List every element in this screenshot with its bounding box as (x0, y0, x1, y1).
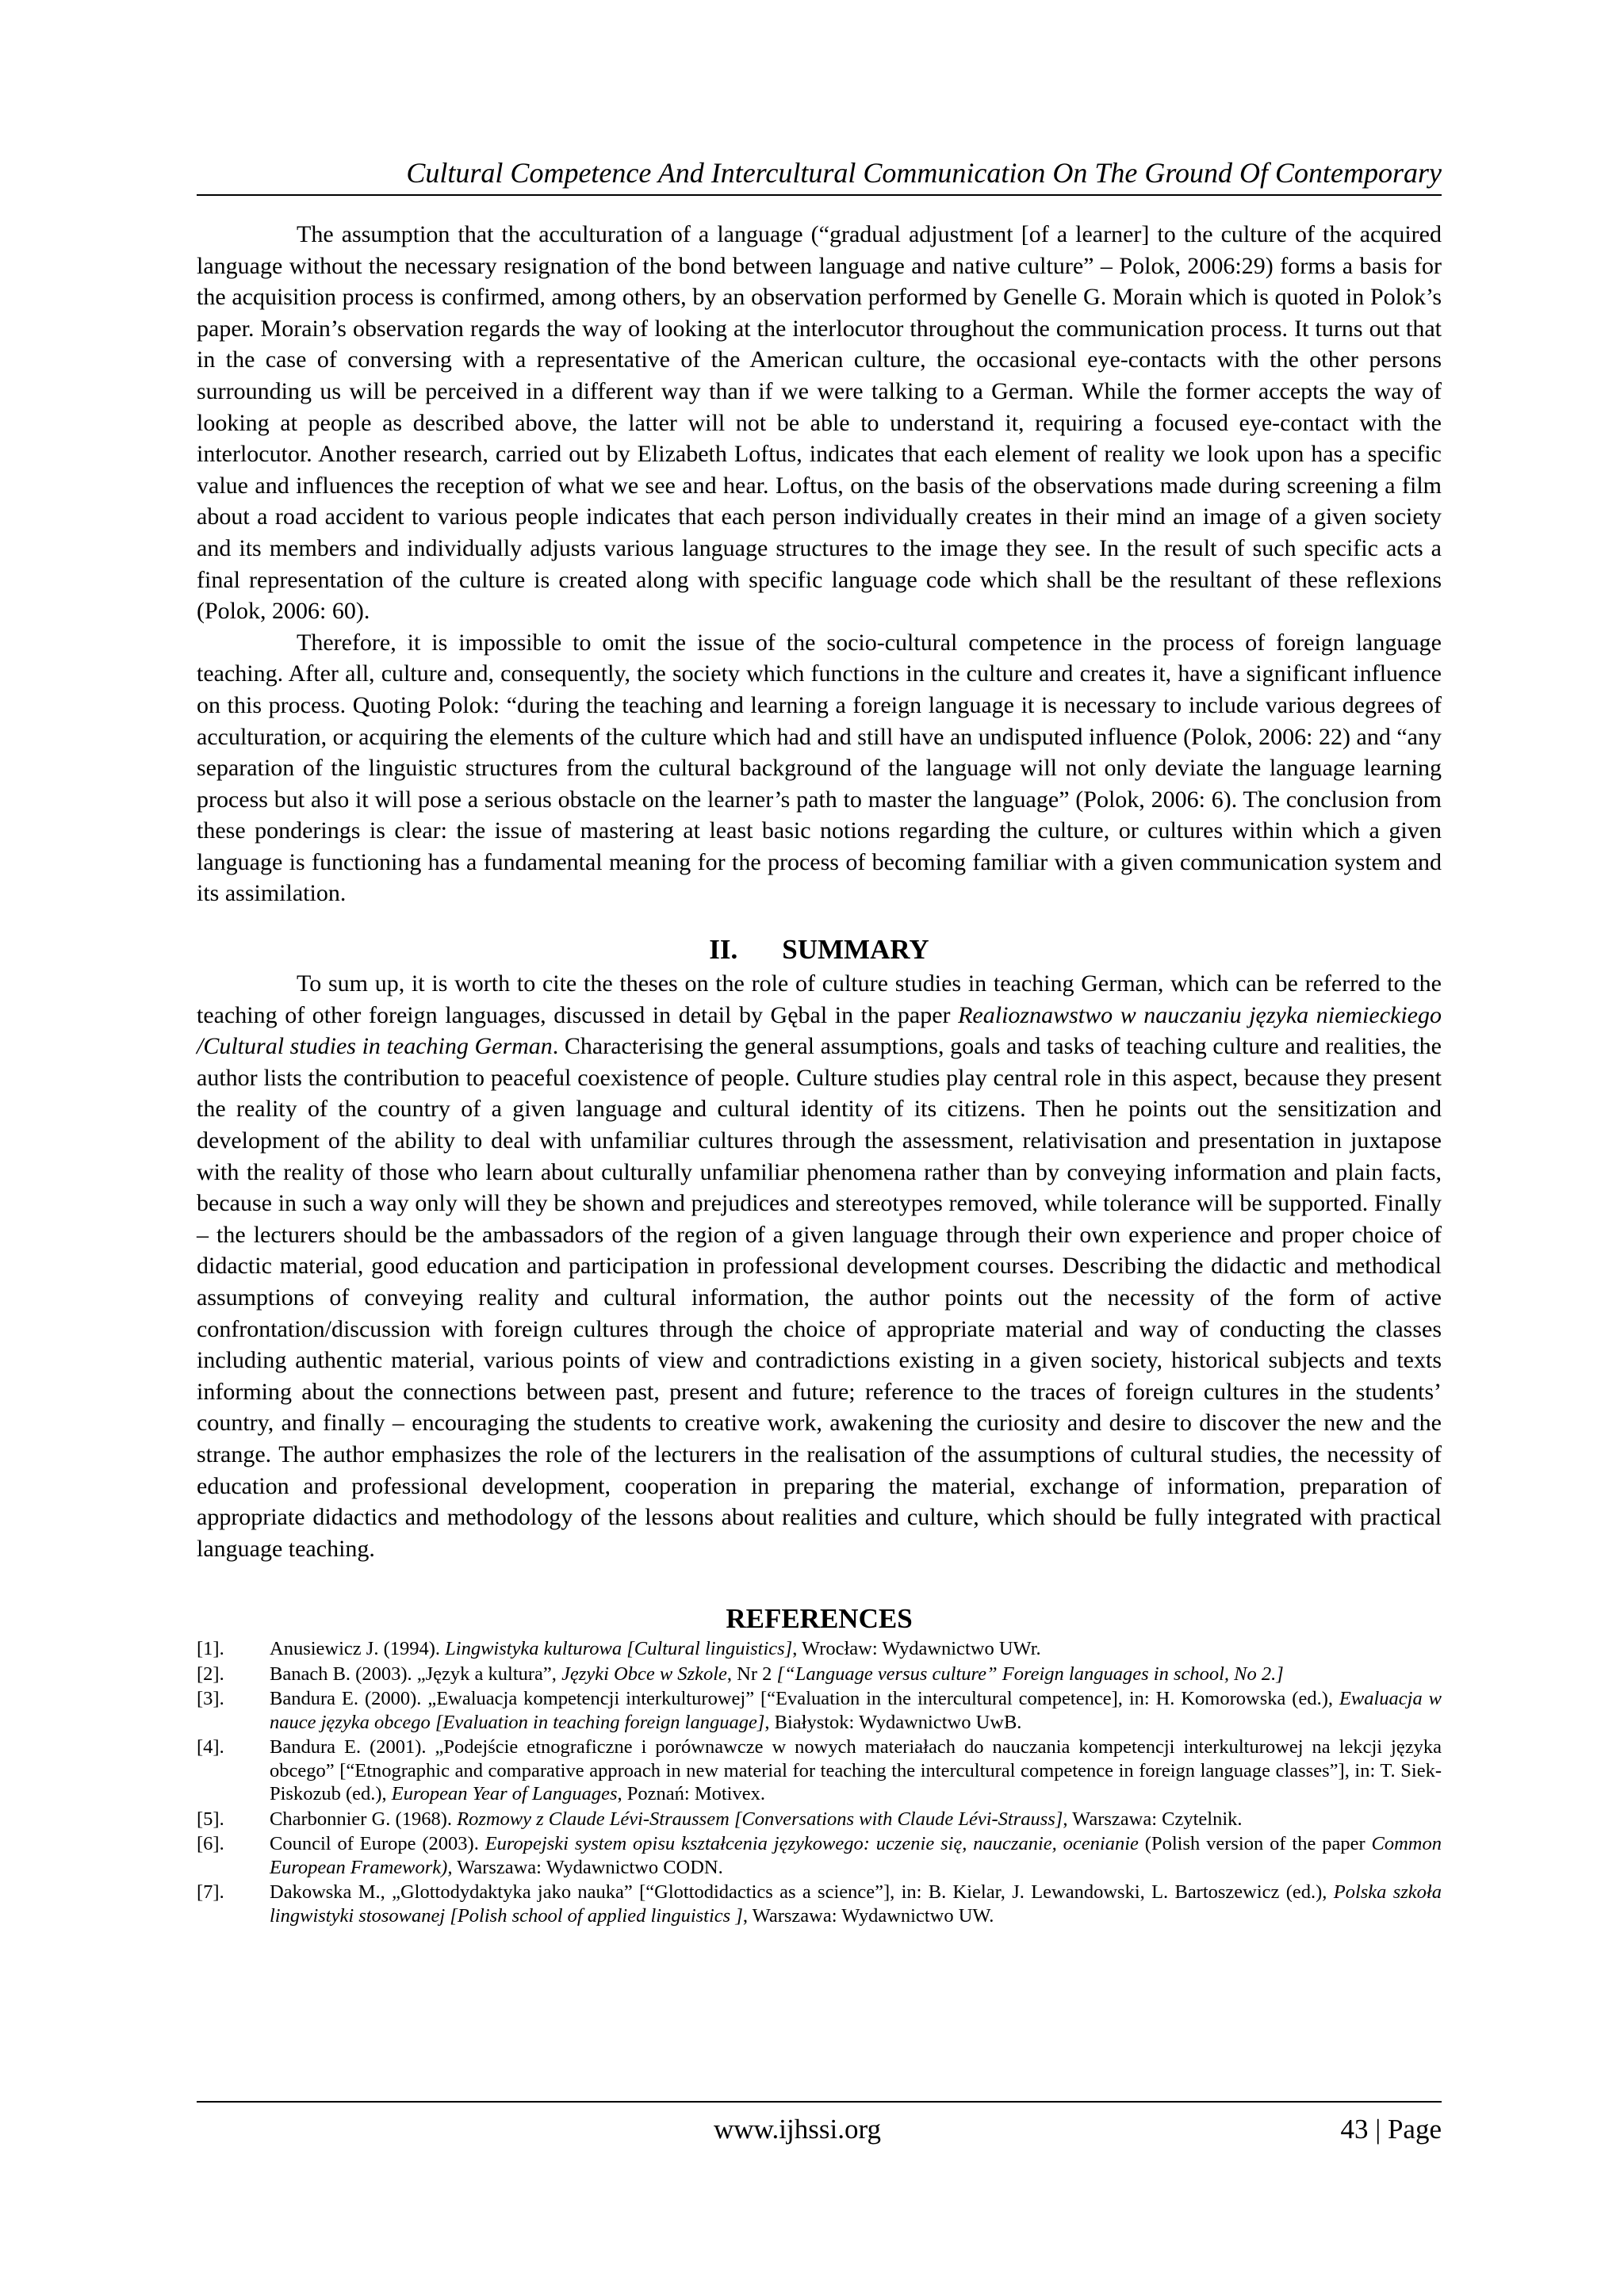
reference-part-e: Language versus culture” Foreign languages in school, No 2.] (795, 1663, 1284, 1685)
summary-paragraph (197, 968, 1442, 1564)
summary-heading-title: SUMMARY (782, 934, 929, 966)
reference-text (270, 1735, 1442, 1806)
reference-text (270, 1637, 1442, 1661)
reference-part-d: [“ (776, 1663, 795, 1685)
reference-part-a: Charbonnier G. (1968). (270, 1808, 458, 1830)
reference-part-a: Bandura E. (2001). „Podejście etnograficzne i porównawcze w nowych materiałach do nauczania kompetencji interkulturowej na lekcji języka obcego” [“Etnographic and comparative approach in new material for teaching the intercultural competence in foreign language classes”], in: T. Siek-Piskozub (ed.), (270, 1736, 1442, 1805)
reference-number: [7]. (197, 1881, 224, 1904)
reference-text (270, 1687, 1442, 1734)
reference-number: [2]. (197, 1663, 224, 1685)
reference-part-a: Bandura E. (2000). „Ewaluacja kompetencji interkulturowej” [“Evaluation in the intercultural competence], in: H. Komorowska (ed.), (270, 1688, 1339, 1710)
reference-part-c: , Warszawa: Wydawnictwo UW. (742, 1904, 994, 1927)
reference-part-d: Common European Framework), (270, 1833, 1442, 1878)
reference-item (197, 1663, 1442, 1686)
reference-part-b: European Year of Languages (391, 1783, 618, 1805)
body-paragraph-2: Therefore, it is impossible to omit the issue of the socio-cultural competence in the process of foreign language teaching. After all, culture and, consequently, the society which functions in the culture and creates it, have a significant influence on this process. Quoting Polok: “during the teaching and learning a foreign language it is necessary to include various degrees of acculturation, or acquiring the elements of the culture which had and still have an undisputed influence (Polok, 2006: 22) and “any separation of the linguistic structures from the cultural background of the language will not only deviate the language learning process but also it will pose a serious obstacle on the learner’s path to master the language” (Polok, 2006: 6). The conclusion from these ponderings is clear: the issue of mastering at least basic notions regarding the culture, or cultures within which a given language is functioning has a fundamental meaning for the process of becoming familiar with a given communication system and its assimilation. (197, 629, 1442, 907)
reference-number: [5]. (197, 1808, 224, 1830)
reference-text (270, 1832, 1442, 1879)
reference-part-b: Europejski system opisu kształcenia językowego: uczenie się, nauczanie, ocenianie (485, 1833, 1139, 1855)
reference-text (270, 1881, 1442, 1927)
footer-rule (197, 2101, 1442, 2103)
reference-number: [6]. (197, 1833, 224, 1855)
summary-cited-title: Realioznawstwo w nauczaniu języka niemieckiego /Cultural studies in teaching German (197, 1001, 1442, 1060)
reference-part-c: , Poznań: Motivex. (617, 1783, 765, 1805)
header-rule (197, 194, 1442, 196)
reference-item (197, 1687, 1442, 1734)
reference-part-a: Council of Europe (2003). (270, 1833, 485, 1855)
main-text (197, 219, 1442, 1929)
reference-part-b: Ewaluacja w nauce języka obcego [Evaluation in teaching foreign language] (270, 1688, 1442, 1733)
reference-part-b: Lingwistyka kulturowa [Cultural linguistics] (445, 1638, 793, 1660)
reference-part-b: Rozmowy z Claude Lévi-Straussem [Conversations with Claude Lévi-Strauss] (457, 1808, 1063, 1830)
reference-part-c: , Wrocław: Wydawnictwo UWr. (792, 1638, 1041, 1660)
reference-part-c: , Nr 2 (726, 1663, 777, 1685)
body-paragraph-1: The assumption that the acculturation of a language (“gradual adjustment [of a learner] to the culture of the acquired language without the necessary resignation of the bond between language and native culture” – Polok, 2006:29) forms a basis for the acquisition process is confirmed, among others, by an observation performed by Genelle G. Morain which is quoted in Polok’s paper. Morain’s observation regards the way of looking at the interlocutor throughout the communication process. It turns out that in the case of conversing with a representative of the American culture, the occasional eye-contacts with the other persons surrounding us will be perceived in a different way than if we were talking to a German. While the former accepts the way of looking at people as described above, the latter will not be able to understand it, requiring a focused eye-contact with the interlocutor. Another research, carried out by Elizabeth Loftus, indicates that each element of reality we look upon has a specific value and influences the reception of what we see and hear. Loftus, on the basis of the observations made during screening a film about a road accident to various people indicates that each person individually creates in their mind an image of a given society and its members and individually adjusts various language structures to the image they see. In the result of such specific acts a final representation of the culture is created along with specific language code which shall be the resultant of these reflexions (Polok, 2006: 60). (197, 221, 1442, 625)
reference-item (197, 1808, 1442, 1831)
summary-text-b: . Characterising the general assumptions, goals and tasks of teaching culture and realities, the author lists the contribution to peaceful coexistence of people. Culture studies play central role in this aspect, because they present the reality of the country of a given language and cultural identity of its citizens. Then he points out the sensitization and development of the ability to deal with unfamiliar cultures through the assessment, relativisation and presentation in juxtapose with the reality of those who learn about culturally unfamiliar phenomena rather than by conveying information and plain facts, because in such a way only will they be shown and prejudices and stereotypes removed, while tolerance will be supported. Finally – the lecturers should be the ambassadors of the region of a given language through their own experience and proper choice of didactic material, good education and participation in professional development courses. Describing the didactic and methodical assumptions of conveying reality and cultural information, the author points out the necessity of the form of active confrontation/discussion with foreign cultures through the choice of appropriate material and way of conducting the classes including authentic material, various points of view and contradictions existing in a given society, historical subjects and texts informing about the connections between past, present and future; reference to the traces of foreign cultures in the students’ country, and finally – encouraging the students to creative work, awakening the curiosity and desire to discover the new and the strange. The author emphasizes the role of the lecturers in the realisation of the assumptions of cultural studies, the necessity of education and professional development, cooperation in preparing the material, exchange of information, preparation of appropriate didactics and methodology of the lessons about realities and culture, which should be fully integrated with practical language teaching. (197, 1033, 1442, 1562)
reference-part-a: Banach B. (2003). „Język a kultura”, (270, 1663, 562, 1685)
reference-number: [3]. (197, 1688, 224, 1710)
reference-part-a: Anusiewicz J. (1994). (270, 1638, 446, 1660)
reference-number: [1]. (197, 1638, 224, 1660)
footer-website[interactable]: www.ijhssi.org (714, 2114, 881, 2145)
reference-part-c: , Białystok: Wydawnictwo UwB. (764, 1711, 1022, 1733)
summary-heading-number: II. (709, 934, 738, 966)
reference-part-b: Języki Obce w Szkole (561, 1663, 727, 1685)
reference-number: [4]. (197, 1736, 224, 1758)
reference-part-c: (Polish version of the paper (1138, 1833, 1372, 1855)
reference-text (270, 1663, 1442, 1686)
reference-item (197, 1735, 1442, 1806)
running-title: Cultural Competence And Intercultural Communication On The Ground Of Contemporary (406, 157, 1442, 189)
reference-item (197, 1832, 1442, 1879)
reference-part-a: Dakowska M., „Glottodydaktyka jako nauka” [“Glottodidactics as a science”], in: B. Kielar, J. Lewandowski, L. Bartoszewicz (ed.), (270, 1881, 1334, 1904)
references-list (197, 1637, 1442, 1927)
summary-text-a: To sum up, it is worth to cite the theses on the role of culture studies in teaching German, which can be referred to the teaching of other foreign languages, discussed in detail by Gębal in the paper (197, 970, 1442, 1028)
footer-page-number: 43 | Page (1340, 2114, 1442, 2145)
references-heading: REFERENCES (726, 1603, 913, 1635)
summary-heading (197, 932, 1442, 968)
reference-part-c: , Warszawa: Czytelnik. (1063, 1808, 1243, 1830)
reference-item (197, 1637, 1442, 1661)
reference-text (270, 1808, 1442, 1831)
reference-part-e: Warszawa: Wydawnictwo CODN. (452, 1856, 723, 1878)
reference-item (197, 1881, 1442, 1927)
reference-part-b: Polska szkoła lingwistyki stosowanej [Polish school of applied linguistics ] (270, 1881, 1442, 1927)
